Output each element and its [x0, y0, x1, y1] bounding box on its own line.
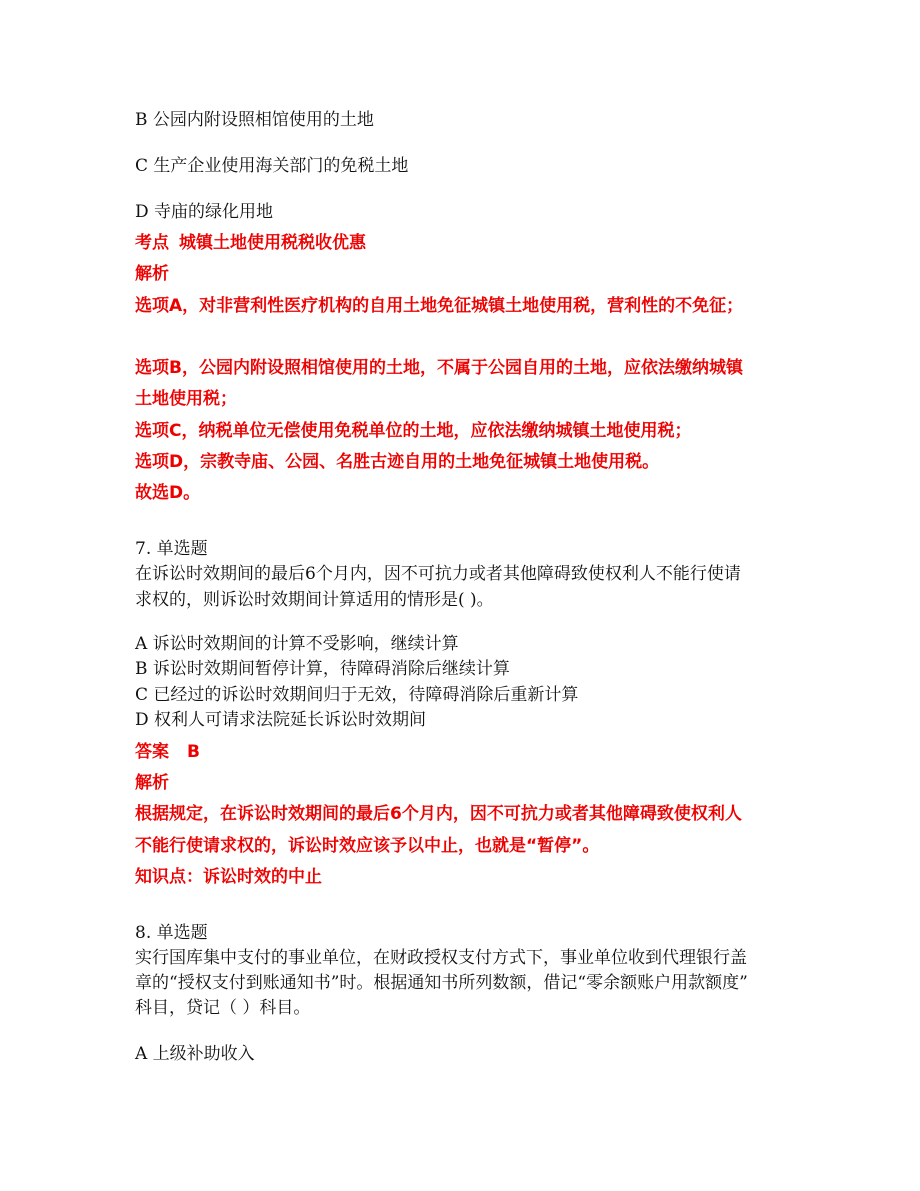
q6-explanation-line-2a: 选项B，公园内附设照相馆使用的土地，不属于公园自用的土地，应依法缴纳城镇 — [135, 358, 743, 378]
q7-knowledge-point: 知识点：诉讼时效的中止 — [135, 867, 322, 887]
q8-option-a: A 上级补助收入 — [135, 1044, 255, 1064]
q7-option-b: B 诉讼时效期间暂停计算，待障碍消除后继续计算 — [135, 659, 510, 679]
kaodian-label: 考点 — [135, 233, 169, 253]
answer-label: 答案 — [135, 742, 169, 762]
q7-header: 7. 单选题 — [135, 539, 208, 559]
q6-explanation-line-3: 选项C，纳税单位无偿使用免税单位的土地，应依法缴纳城镇土地使用税； — [135, 421, 692, 441]
q8-stem-line-2: 章的“授权支付到账通知书”时。根据通知书所列数额，借记“零余额账户用款额度” — [135, 973, 748, 993]
q6-explanation-line-1: 选项A，对非营利性医疗机构的自用土地免征城镇土地使用税，营利性的不免征； — [135, 296, 744, 316]
q6-option-b: B 公园内附设照相馆使用的土地 — [135, 110, 374, 130]
q6-explanation-line-4: 选项D，宗教寺庙、公园、名胜古迹自用的土地免征城镇土地使用税。 — [135, 452, 660, 472]
q7-option-d: D 权利人可请求法院延长诉讼时效期间 — [135, 710, 427, 730]
q8-stem-line-1: 实行国库集中支付的事业单位，在财政授权支付方式下，事业单位收到代理银行盖 — [135, 948, 747, 968]
kaodian-text: 城镇土地使用税税收优惠 — [179, 233, 366, 253]
q7-answer — [135, 744, 200, 761]
q7-stem-line-1: 在诉讼时效期间的最后6个月内，因不可抗力或者其他障碍致使权利人不能行使请 — [135, 564, 741, 584]
q6-option-c: C 生产企业使用海关部门的免税土地 — [135, 156, 409, 176]
q7-explanation-line-1: 根据规定，在诉讼时效期间的最后6个月内，因不可抗力或者其他障碍致使权利人 — [135, 804, 742, 824]
q6-jiexi-label: 解析 — [135, 264, 169, 284]
q7-option-c: C 已经过的诉讼时效期间归于无效，待障碍消除后重新计算 — [135, 685, 579, 705]
q8-stem-line-3: 科目，贷记（ ）科目。 — [135, 998, 311, 1018]
q8-header: 8. 单选题 — [135, 923, 208, 943]
q6-conclusion: 故选D。 — [135, 483, 201, 503]
q7-stem-line-2: 求权的，则诉讼时效期间计算适用的情形是( )。 — [135, 590, 494, 610]
q7-explanation-line-2: 不能行使请求权的，诉讼时效应该予以中止，也就是“暂停”。 — [135, 836, 600, 856]
q7-jiexi-label: 解析 — [135, 773, 169, 793]
q6-option-d: D 寺庙的绿化用地 — [135, 202, 274, 222]
answer-value: B — [187, 742, 200, 762]
q7-option-a: A 诉讼时效期间的计算不受影响，继续计算 — [135, 634, 459, 654]
q6-kaodian — [135, 235, 366, 252]
q6-explanation-line-2b: 土地使用税； — [135, 389, 237, 409]
